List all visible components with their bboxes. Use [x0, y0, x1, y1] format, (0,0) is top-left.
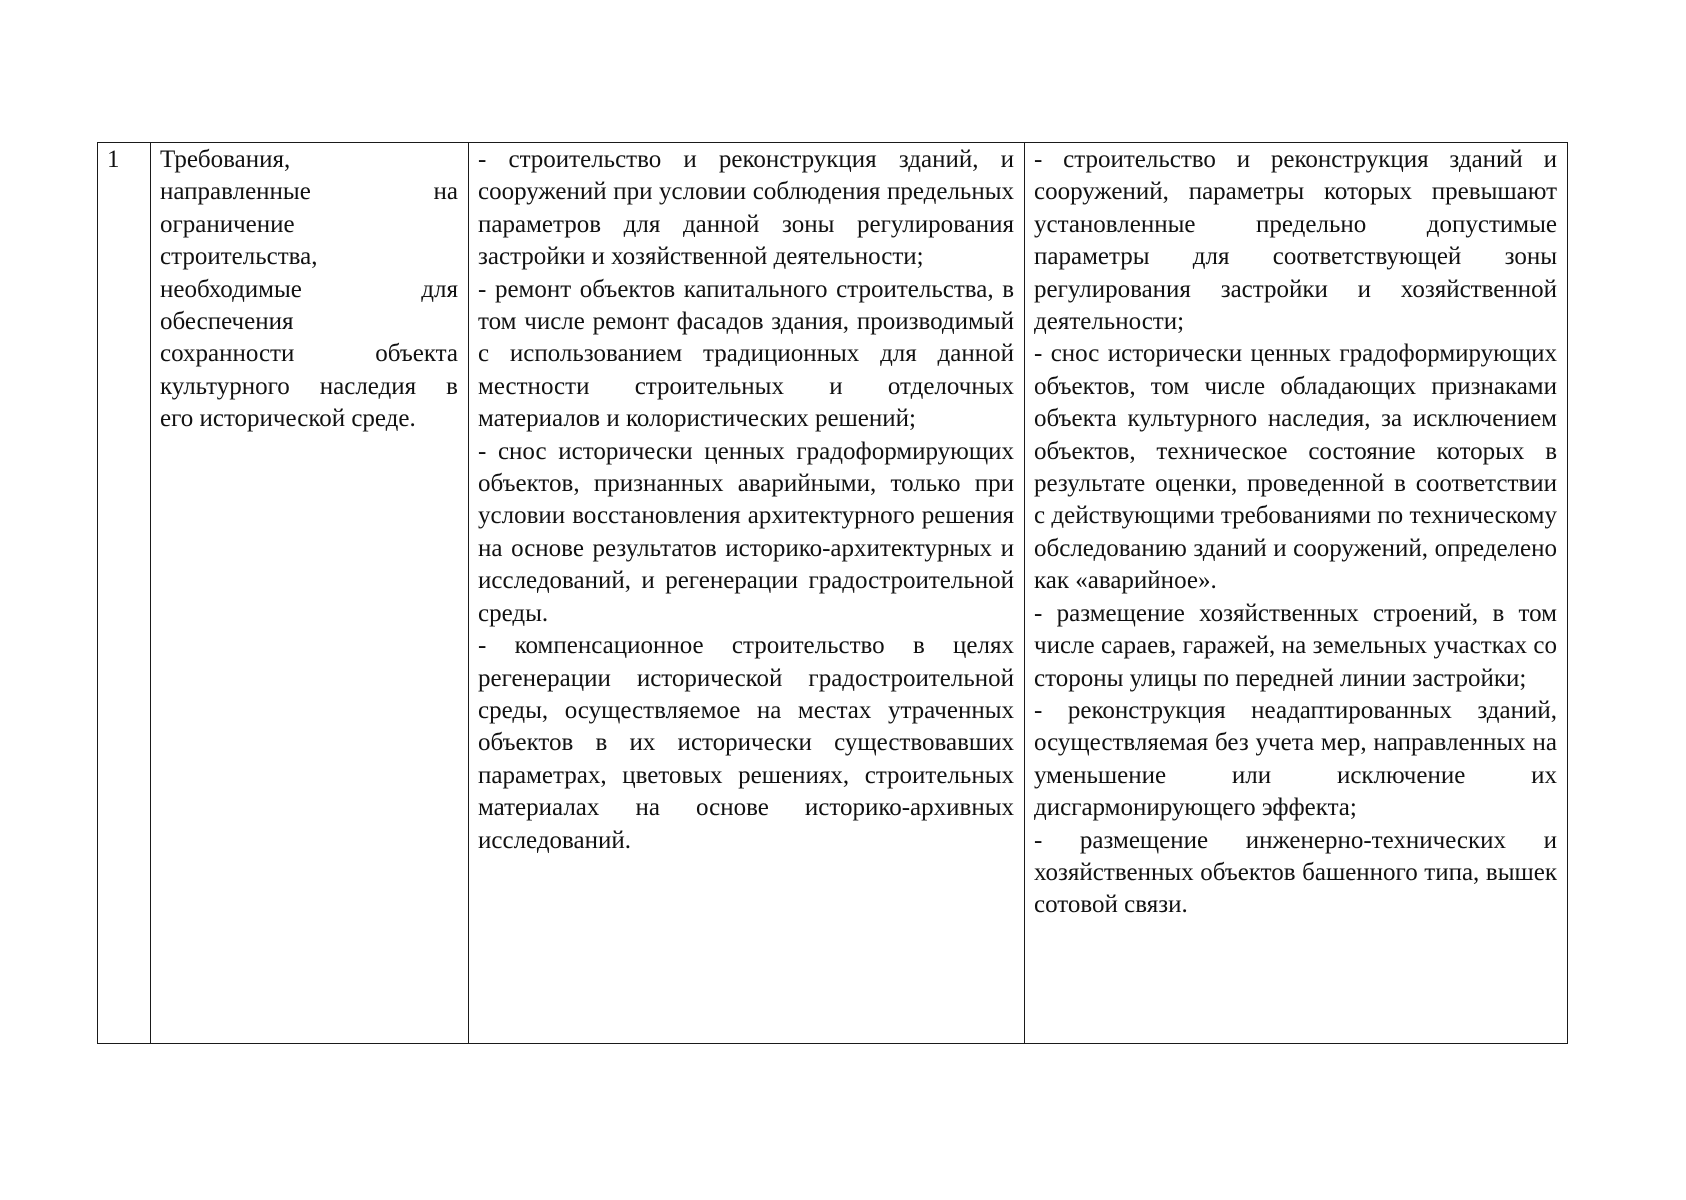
requirement-text	[160, 144, 458, 436]
requirement-line: Требования,	[160, 146, 291, 173]
row-number-cell	[98, 143, 151, 1044]
requirement-line: необходимые для	[160, 275, 458, 303]
requirement-line: направленные на	[160, 178, 458, 206]
requirement-line: культурного наследия в	[160, 372, 458, 400]
forbidden-item: - размещение инженерно-технических и хозяйственных объектов башенного типа, вышек сотовой связи.	[1034, 826, 1557, 919]
allowed-item: - компенсационное строительство в целях регенерации исторической градостроительной среды, осуществляемое на местах утраченных объектов в их исторически существовавших параметрах, цветовых решениях, строительных материалах на основе историко-архивных исследований.	[478, 632, 1014, 854]
requirement-line: обеспечения	[160, 308, 294, 336]
row-number: 1	[107, 146, 120, 173]
forbidden-item: - реконструкция неадаптированных зданий, осуществляемая без учета мер, направленных на уменьшение или исключение их дисгармонирующего эффекта;	[1034, 696, 1557, 822]
requirement-line: ограничение	[160, 210, 295, 238]
table-row	[98, 143, 1568, 1044]
forbidden-cell	[1025, 143, 1568, 1044]
allowed-item: - ремонт объектов капитального строительства, в том числе ремонт фасадов здания, производимый с использованием традиционных для данной местности строительных и отделочных материалов и колористических решений;	[478, 275, 1014, 433]
forbidden-item: - снос исторически ценных градоформирующих объектов, том числе обладающих признаками объекта культурного наследия, за исключением объектов, техническое состояние которых в результате оценки, проведенной в соответствии с действующими требованиями по техническому обследованию зданий и сооружений, определено как «аварийное».	[1034, 340, 1557, 595]
allowed-cell	[469, 143, 1025, 1044]
allowed-item: - строительство и реконструкция зданий, и сооружений при условии соблюдения предельных параметров для данной зоны регулирования застройки и хозяйственной деятельности;	[478, 146, 1014, 271]
restrictions-table	[97, 142, 1568, 1044]
requirement-line: сохранности объекта	[160, 340, 458, 368]
requirement-line: его исторической среде.	[160, 405, 416, 433]
forbidden-item: - размещение хозяйственных строений, в том числе сараев, гаражей, на земельных участках со стороны улицы по передней линии застройки;	[1034, 599, 1557, 692]
forbidden-item: - строительство и реконструкция зданий и сооружений, параметры которых превышают установленные предельно допустимые параметры для соответствующей зоны регулирования застройки и хозяйственной деятельности;	[1034, 146, 1557, 336]
requirement-line: строительства,	[160, 243, 318, 271]
requirement-cell	[151, 143, 469, 1044]
allowed-item: - снос исторически ценных градоформирующих объектов, признанных аварийными, только при условии восстановления архитектурного решения на основе результатов историко-архитектурных и исследований, и регенерации градостроительной среды.	[478, 437, 1014, 627]
